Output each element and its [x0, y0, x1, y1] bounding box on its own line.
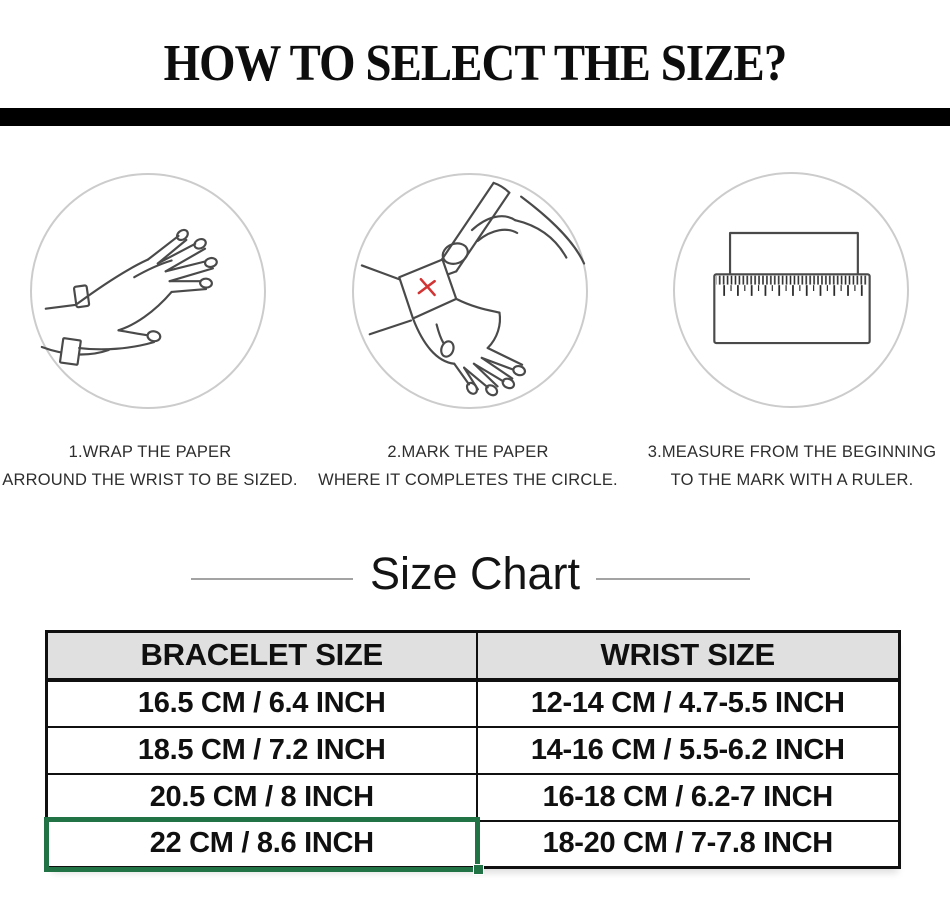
- table-row: [47, 727, 900, 774]
- selection-fill-handle: [473, 864, 484, 875]
- wrist-size-cell: 14-16 CM / 5.5-6.2 INCH: [477, 727, 900, 774]
- step2-circle: [352, 173, 588, 409]
- column-header-bracelet-size: BRACELET SIZE: [47, 632, 477, 680]
- step1-caption-line2: ARROUND THE WRIST TO BE SIZED.: [2, 471, 298, 489]
- step3-caption-line2: TO THE MARK WITH A RULER.: [670, 471, 914, 489]
- bracelet-size-cell-selected: [47, 821, 477, 868]
- step2-caption-line2: WHERE IT COMPLETES THE CIRCLE.: [318, 471, 618, 489]
- step1-caption-line1: 1.WRAP THE PAPER: [68, 443, 232, 461]
- table-row: [47, 821, 900, 868]
- step3-caption: [634, 438, 950, 494]
- bracelet-size-cell: 16.5 CM / 6.4 INCH: [47, 680, 477, 727]
- hand-wrap-paper-icon: [32, 175, 264, 407]
- step2-caption: [318, 438, 618, 494]
- ruler-measure-icon: [675, 174, 907, 406]
- size-chart-heading: Size Chart: [369, 548, 581, 599]
- step1-circle: [30, 173, 266, 409]
- table-row: [47, 680, 900, 727]
- divider-bar: [0, 108, 950, 126]
- wrist-size-cell: 18-20 CM / 7-7.8 INCH: [477, 821, 900, 868]
- step1-caption: [0, 438, 300, 494]
- step3-caption-line1: 3.MEASURE FROM THE BEGINNING: [647, 443, 937, 461]
- page-title: HOW TO SELECT THE SIZE?: [163, 35, 787, 92]
- step2-caption-line1: 2.MARK THE PAPER: [387, 443, 549, 461]
- size-chart-table: [45, 630, 901, 869]
- hand-mark-paper-icon: [354, 175, 586, 407]
- table-row: [47, 774, 900, 821]
- selected-size-label: 22 CM / 8.6 INCH: [149, 827, 374, 860]
- table-header-row: [47, 632, 900, 680]
- wrist-size-cell: 12-14 CM / 4.7-5.5 INCH: [477, 680, 900, 727]
- bracelet-size-cell: 20.5 CM / 8 INCH: [47, 774, 477, 821]
- heading-line-right: [596, 578, 750, 580]
- wrist-size-cell: 16-18 CM / 6.2-7 INCH: [477, 774, 900, 821]
- step3-circle: [673, 172, 909, 408]
- bracelet-size-cell: 18.5 CM / 7.2 INCH: [47, 727, 477, 774]
- column-header-wrist-size: WRIST SIZE: [477, 632, 900, 680]
- heading-line-left: [191, 578, 353, 580]
